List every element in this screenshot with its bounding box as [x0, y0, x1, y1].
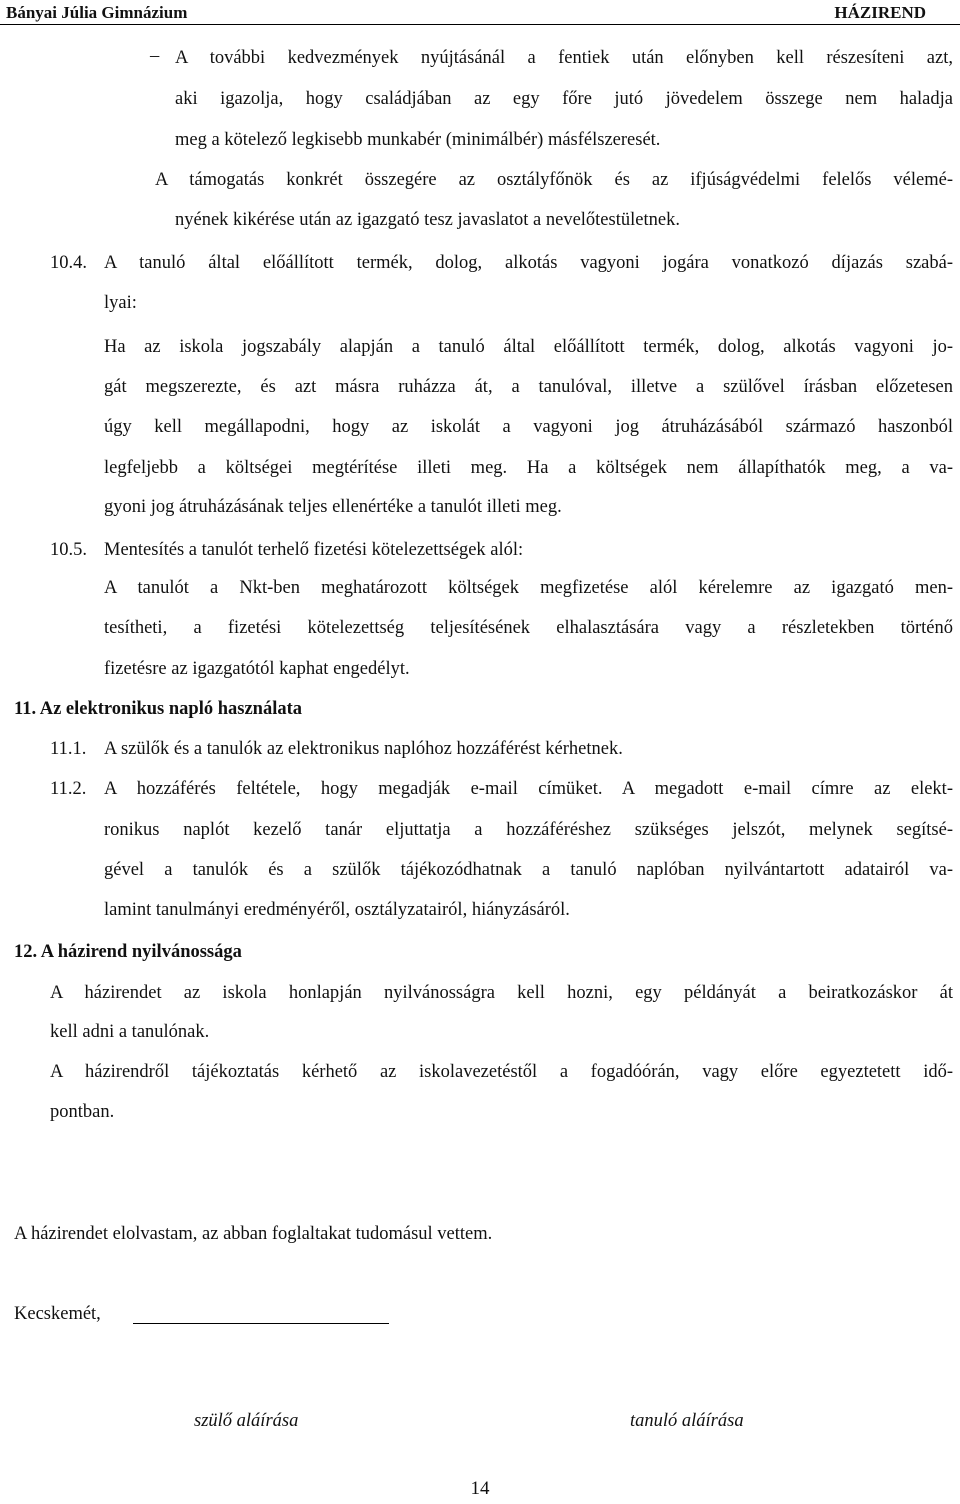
- section-10-5-body-line-1: A tanulót a Nkt-ben meghatározott költségek megfizetése alól kérelemre az igazgató men-: [104, 578, 953, 598]
- section-10-5-number: 10.5.: [50, 540, 87, 560]
- section-10-5-heading: Mentesítés a tanulót terhelő fizetési kötelezettségek alól:: [104, 540, 524, 560]
- section-11-2-line-4: lamint tanulmányi eredményéről, osztályzatairól, hiányzásáról.: [104, 900, 570, 920]
- bullet-line-1: A további kedvezmények nyújtásánál a fentiek után előnyben kell részesíteni azt,: [175, 48, 953, 68]
- bullet-line-3: meg a kötelező legkisebb munkabér (minimálbér) másfélszeresét.: [175, 130, 661, 150]
- section-10-4-body-line-5: gyoni jog átruházásának teljes ellenértéke a tanulót illeti meg.: [104, 497, 562, 517]
- section-10-4-number: 10.4.: [50, 253, 87, 273]
- section-10-5-body-line-3: fizetésre az igazgatótól kaphat engedélyt.: [104, 659, 410, 679]
- parent-signature-label: szülő aláírása: [194, 1411, 299, 1431]
- bullet-line-2: aki igazolja, hogy családjában az egy főre jutó jövedelem összege nem haladja: [175, 89, 953, 109]
- acknowledgement-statement: A házirendet elolvastam, az abban foglaltakat tudomásul vettem.: [14, 1224, 493, 1244]
- section-11-1-text: A szülők és a tanulók az elektronikus naplóhoz hozzáférést kérhetnek.: [104, 739, 623, 759]
- section-11-2-line-1: A hozzáférés feltétele, hogy megadják e-mail címüket. A megadott e-mail címre az elekt-: [104, 779, 953, 799]
- section-12-para2-line-2: pontban.: [50, 1102, 115, 1122]
- place-label: Kecskemét,: [14, 1304, 101, 1324]
- section-10-4-heading-line-2: lyai:: [104, 293, 137, 313]
- section-10-4-body-line-4: legfeljebb a költségei megtérítése illeti meg. Ha a költségek nem állapíthatók meg, a va-: [104, 458, 953, 478]
- section-10-5-body-line-2: tesítheti, a fizetési kötelezettség teljesítésének elhalasztására vagy a részletekben történő: [104, 618, 953, 638]
- section-11-2-line-2: ronikus naplót kezelő tanár eljuttatja a hozzáféréshez szükséges jelszót, melynek segítsé-: [104, 820, 953, 840]
- section-11-heading: 11. Az elektronikus napló használata: [14, 699, 303, 719]
- section-12-para2-line-1: A házirendről tájékoztatás kérhető az iskolavezetéstől a fogadóórán, vagy előre egyeztetett idő-: [50, 1062, 953, 1082]
- section-10-4-body-line-2: gát megszerezte, és azt másra ruházza át, a tanulóval, illetve a szülővel írásban előzetesen: [104, 377, 953, 397]
- section-12-para1-line-1: A házirendet az iskola honlapján nyilvánosságra kell hozni, egy példányát a beiratkozáskor át: [50, 983, 953, 1003]
- section-11-2-number: 11.2.: [50, 779, 87, 799]
- document-title: HÁZIREND: [834, 3, 926, 22]
- section-12-heading: 12. A házirend nyilvánossága: [14, 942, 242, 962]
- page-header: [0, 0, 960, 25]
- section-11-1-number: 11.1.: [50, 739, 87, 759]
- section-10-4-body-line-1: Ha az iskola jogszabály alapján a tanuló által előállított termék, dolog, alkotás vagyoni jo-: [104, 337, 953, 357]
- section-10-4-body-line-3: úgy kell megállapodni, hogy az iskolát a vagyoni jog átruházásából származó haszonból: [104, 417, 953, 437]
- student-signature-label: tanuló aláírása: [630, 1411, 744, 1431]
- support-note-line-1: A támogatás konkrét összegére az osztályfőnök és az ifjúságvédelmi felelős vélemé-: [155, 170, 953, 190]
- bullet-dash: –: [150, 46, 160, 66]
- section-12-para1-line-2: kell adni a tanulónak.: [50, 1022, 210, 1042]
- support-note-line-2: nyének kikérése után az igazgató tesz javaslatot a nevelőtestületnek.: [175, 210, 680, 230]
- section-11-2-line-3: gével a tanulók és a szülők tájékozódhatnak a tanuló naplóban nyilvántartott adatairól va-: [104, 860, 953, 880]
- section-10-4-heading-line-1: A tanuló által előállított termék, dolog, alkotás vagyoni jogára vonatkozó díjazás szabá-: [104, 253, 953, 273]
- date-signature-line[interactable]: [133, 1323, 389, 1324]
- school-name: Bányai Júlia Gimnázium: [6, 3, 188, 22]
- page-number: 14: [470, 1478, 490, 1499]
